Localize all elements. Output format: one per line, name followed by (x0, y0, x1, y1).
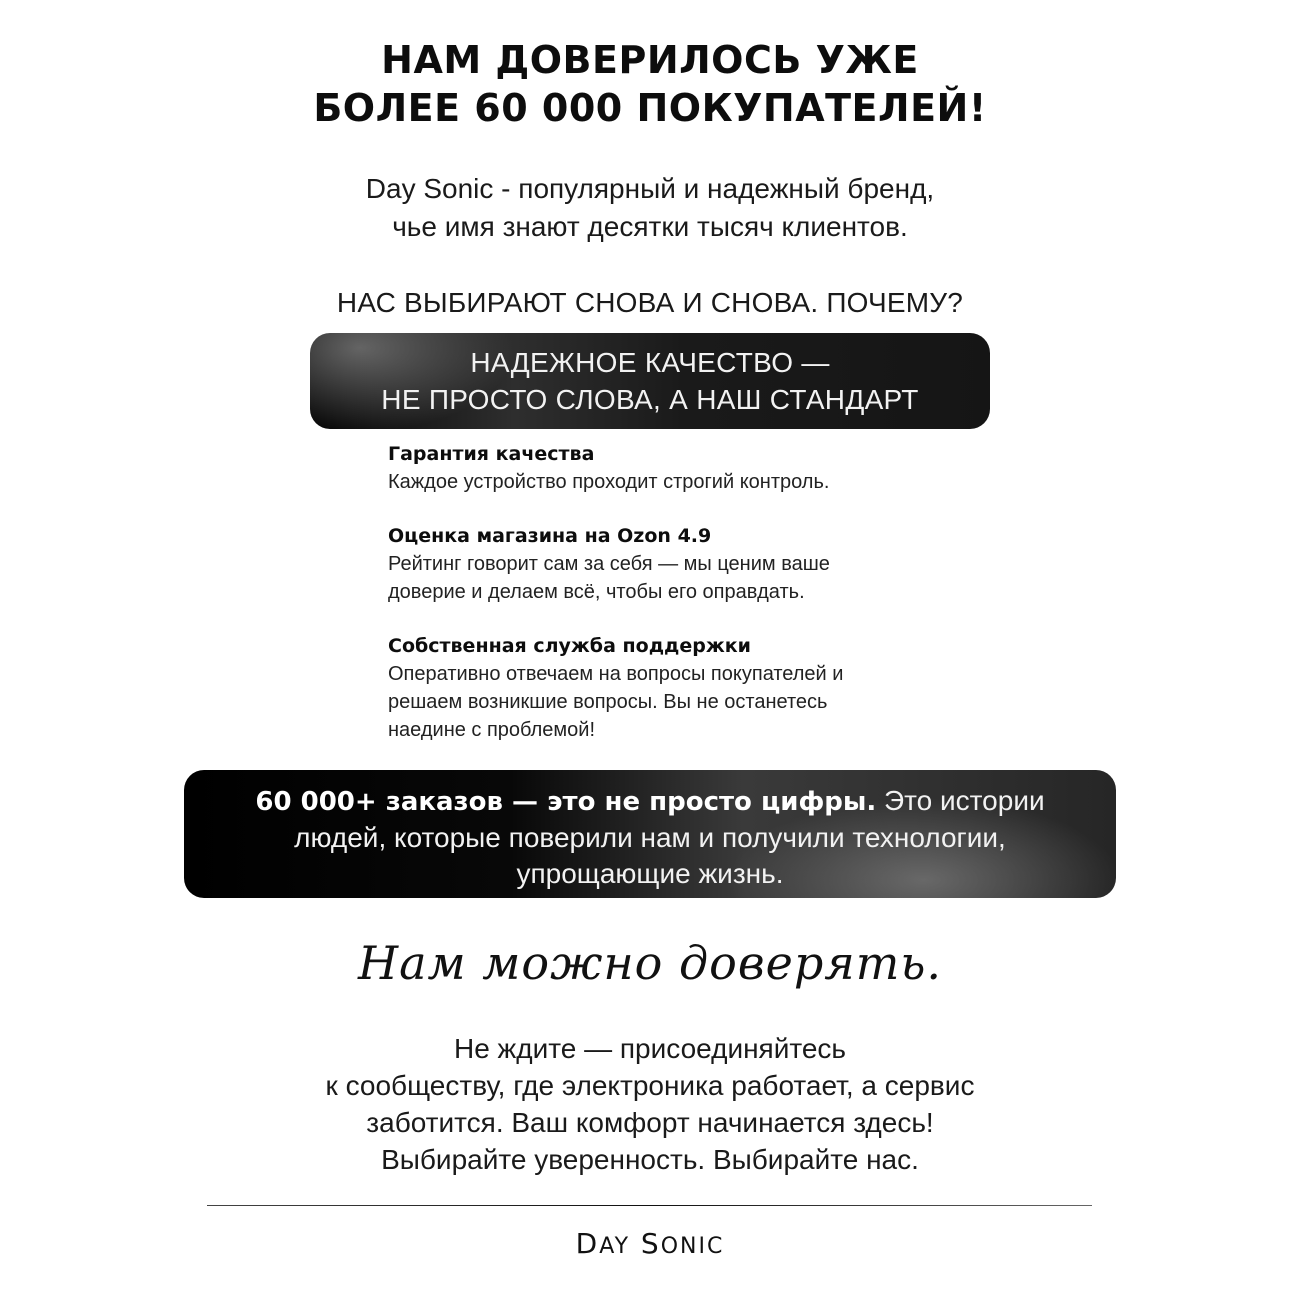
orders-banner-line-1-rest: Это истории (876, 785, 1045, 816)
orders-banner-line-1 (184, 783, 1116, 820)
closing-line-3: заботится. Ваш комфорт начинается здесь! (366, 1107, 934, 1138)
feature-ozon-rating (388, 522, 988, 606)
feature-text-line: Рейтинг говорит сам за себя — мы ценим ваше (388, 553, 830, 575)
feature-text (388, 550, 988, 606)
closing-line-2: к сообществу, где электроника работает, а сервис (325, 1070, 975, 1101)
intro-line-1: Day Sonic - популярный и надежный бренд, (365, 173, 935, 204)
feature-text-line: Оперативно отвечаем на вопросы покупателей и (388, 663, 844, 685)
feature-title: Оценка магазина на Ozon 4.9 (388, 525, 712, 547)
brand-day-initial: D (575, 1227, 600, 1260)
feature-text-line: наедине с проблемой! (388, 719, 596, 741)
feature-title: Гарантия качества (388, 443, 595, 465)
feature-text (388, 468, 988, 496)
headline-line-2: БОЛЕЕ 60 000 ПОКУПАТЕЛЕЙ! (313, 86, 987, 130)
orders-banner-line-3: упрощающие жизнь. (516, 858, 784, 889)
orders-banner (184, 770, 1116, 898)
feature-text (388, 660, 988, 744)
orders-banner-line-2: людей, которые поверили нам и получили технологии, (294, 822, 1006, 853)
orders-banner-bold: 60 000+ заказов — это не просто цифры. (255, 787, 877, 817)
brand-sonic-initial: S (640, 1227, 661, 1260)
feature-text-line: Каждое устройство проходит строгий контроль. (388, 471, 830, 493)
closing-line-4: Выбирайте уверенность. Выбирайте нас. (381, 1144, 919, 1175)
page-headline (0, 36, 1300, 132)
feature-text-line: решаем возникшие вопросы. Вы не останетесь (388, 691, 828, 713)
headline-line-1: НАМ ДОВЕРИЛОСЬ УЖЕ (381, 38, 919, 82)
quality-banner-line-2: НЕ ПРОСТО СЛОВА, А НАШ СТАНДАРТ (381, 384, 919, 415)
feature-title: Собственная служба поддержки (388, 635, 751, 657)
intro-line-2: чье имя знают десятки тысяч клиентов. (392, 211, 908, 242)
quality-banner-line-1: НАДЕЖНОЕ КАЧЕСТВО — (470, 347, 830, 378)
brand-intro (0, 170, 1300, 246)
feature-text-line: доверие и делаем всё, чтобы его оправдать. (388, 581, 805, 603)
brand-sonic-rest: ONIC (660, 1234, 725, 1259)
footer-divider (207, 1205, 1092, 1206)
features-list (388, 440, 988, 770)
handwritten-signature: Нам можно доверять. (357, 936, 943, 990)
quality-banner (310, 333, 990, 429)
closing-line-1: Не ждите — присоединяйтесь (453, 1033, 847, 1064)
feature-support-service (388, 632, 988, 744)
feature-quality-guarantee (388, 440, 988, 496)
closing-text (0, 1030, 1300, 1178)
why-question: НАС ВЫБИРАЮТ СНОВА И СНОВА. ПОЧЕМУ? (336, 287, 964, 318)
brand-logo (0, 1226, 1300, 1265)
brand-day-rest: AY (599, 1234, 631, 1259)
